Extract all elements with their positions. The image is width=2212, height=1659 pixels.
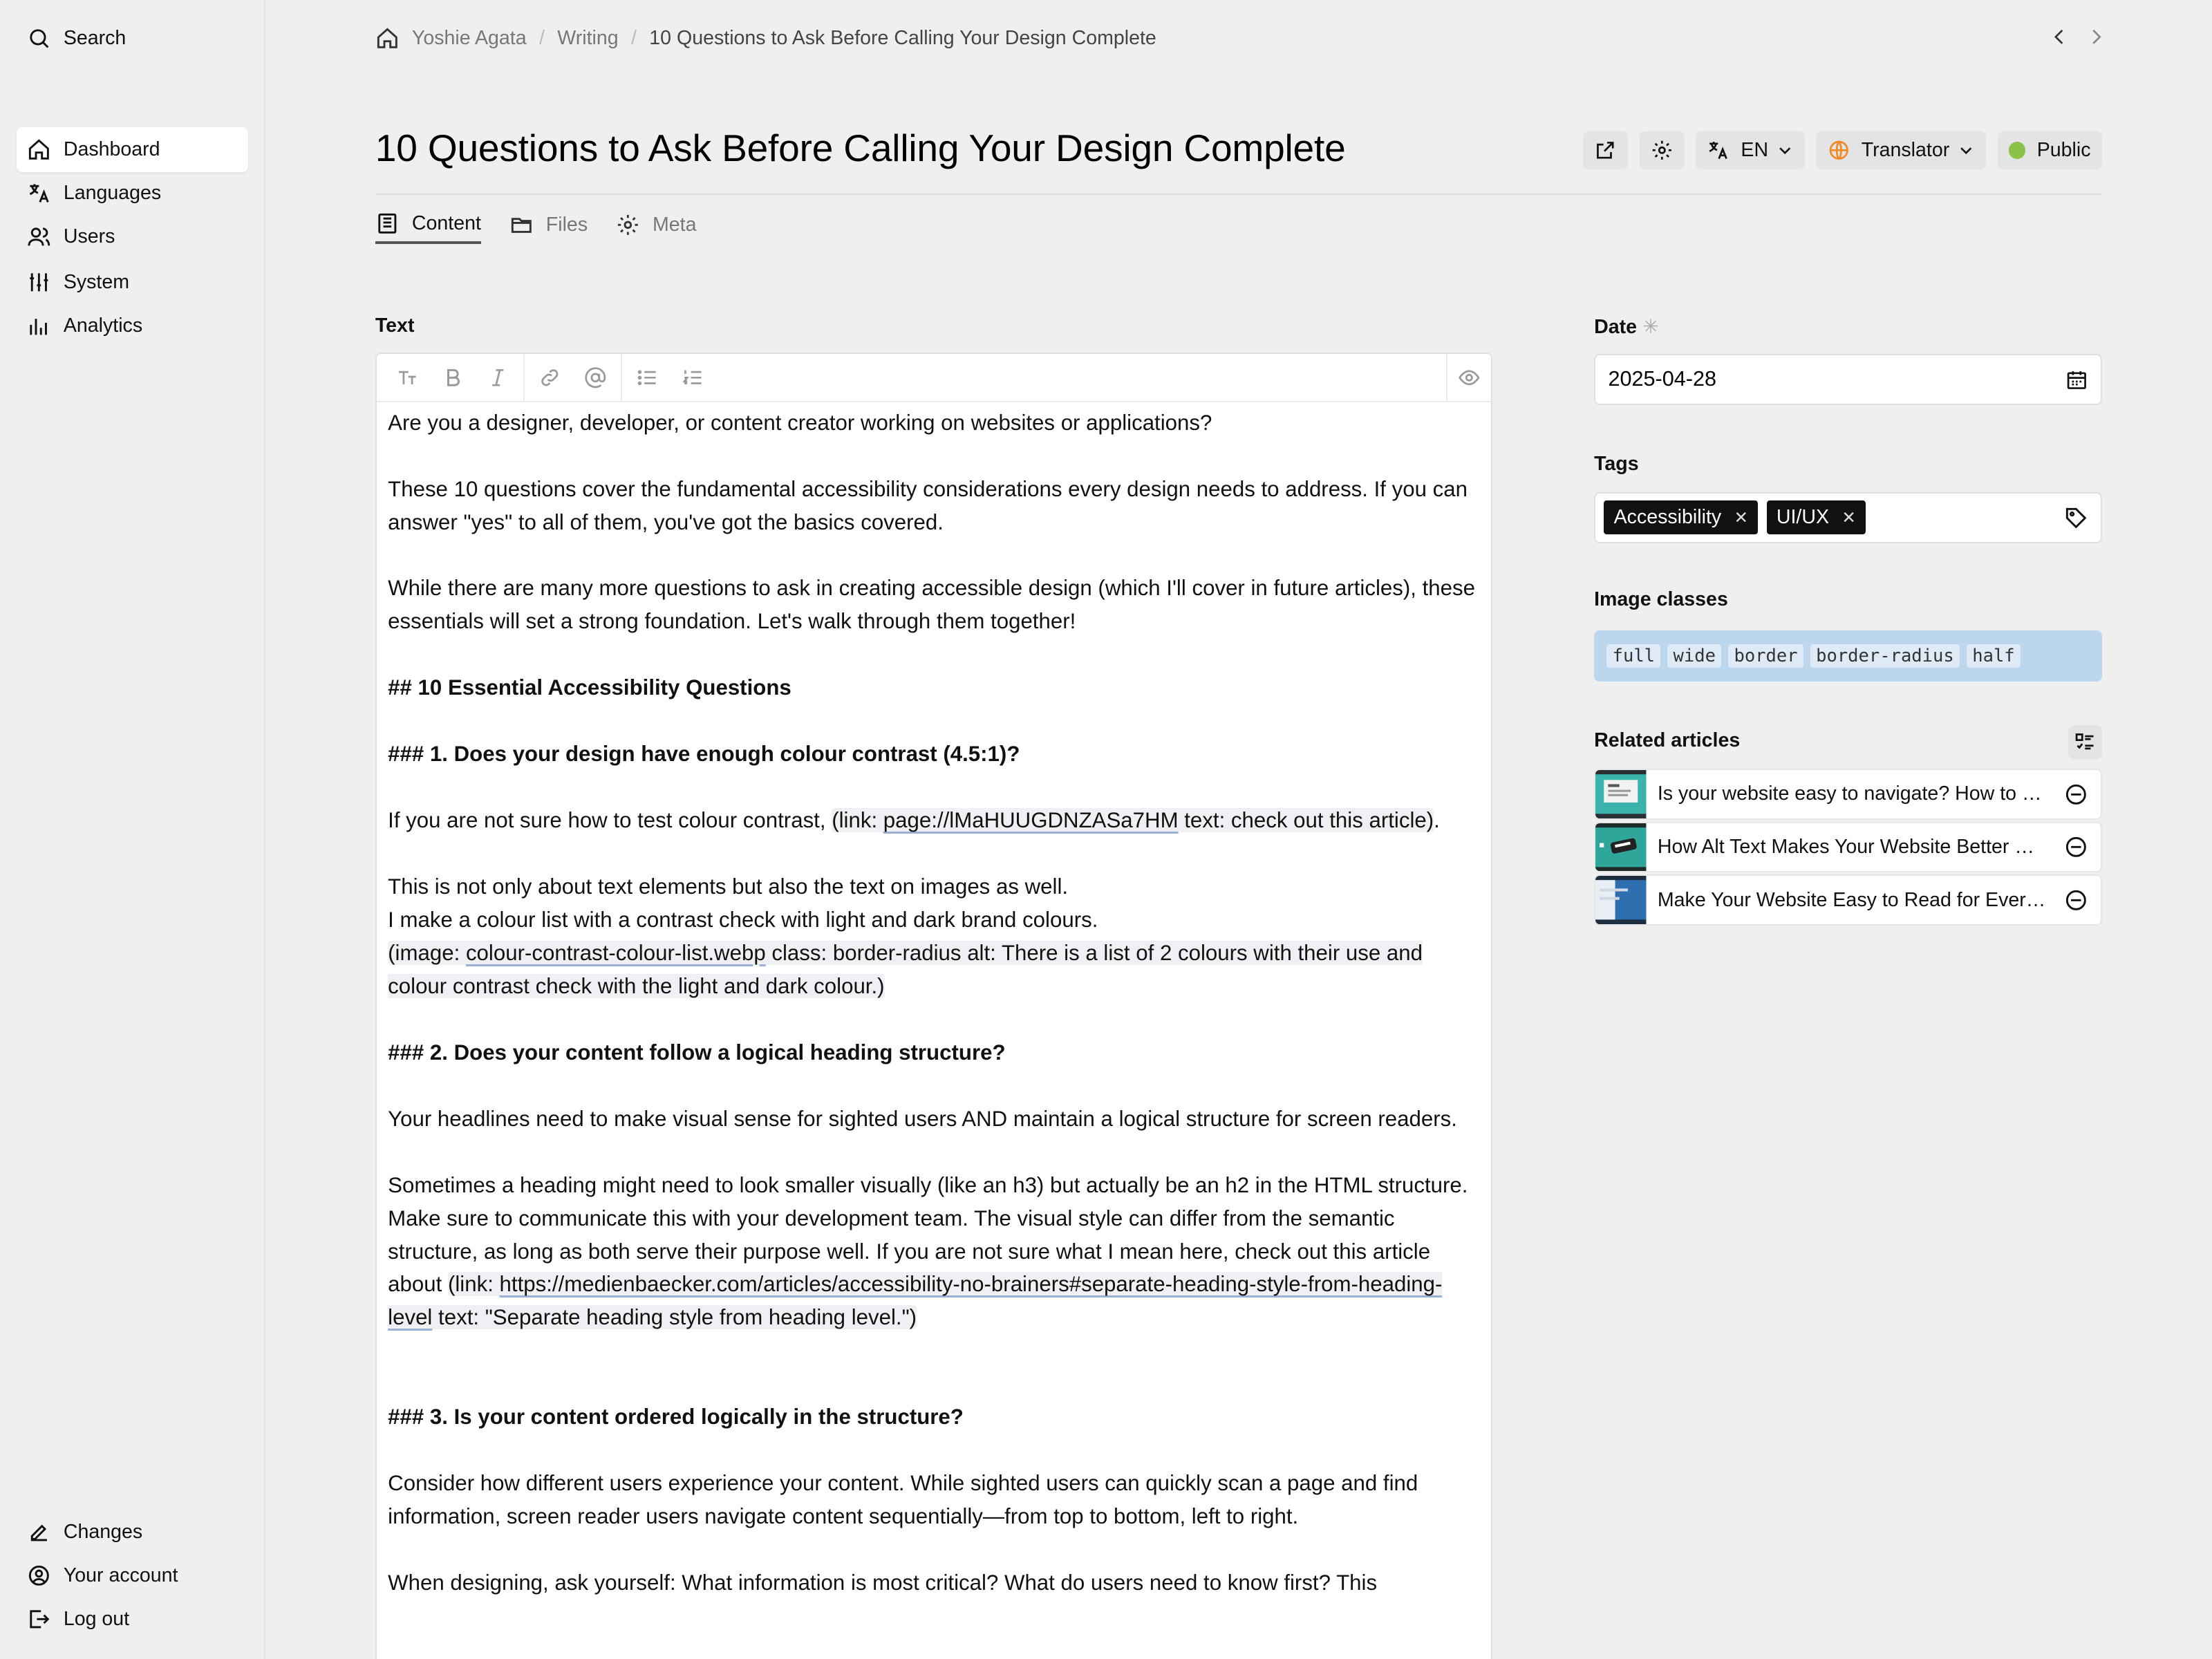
search-icon <box>27 26 51 50</box>
translator-dropdown[interactable] <box>1816 131 1986 169</box>
image-classes-info <box>1594 630 2102 681</box>
kirbytag-link[interactable] <box>388 1272 1442 1329</box>
globe-icon <box>1828 139 1850 162</box>
tag-chip[interactable] <box>1604 500 1758 534</box>
translate-icon <box>27 181 51 205</box>
tag-text: (link: <box>447 1272 500 1297</box>
date-input[interactable] <box>1594 354 2102 404</box>
toolbar-separator <box>621 353 622 401</box>
date-label-text: Date <box>1594 316 1638 339</box>
sidebar-item-logout[interactable] <box>17 1597 248 1642</box>
sidebar-item-system[interactable] <box>17 260 248 305</box>
text-line: I make a colour list with a contrast check with light and dark brand colours. <box>388 907 1098 932</box>
related-article-title: How Alt Text Makes Your Website Better … <box>1657 835 2034 858</box>
select-related-button[interactable] <box>2068 725 2102 759</box>
text-editor[interactable] <box>375 353 1492 1659</box>
sidebar-item-label: Your account <box>63 1564 178 1587</box>
chevron-left-icon[interactable] <box>2048 26 2071 48</box>
search-button[interactable] <box>17 15 248 60</box>
at-icon <box>584 366 607 389</box>
kirbytag-image[interactable] <box>388 941 1423 998</box>
paragraph: When designing, ask yourself: What information is most critical? What do users need to know first? This <box>388 1571 1378 1595</box>
document-icon <box>375 212 400 236</box>
tag-text: (image: <box>388 940 466 965</box>
tag-chip-label: UI/UX <box>1776 506 1830 529</box>
chevron-down-icon <box>1958 142 1974 158</box>
image-class-code: border <box>1728 644 1803 668</box>
status-button[interactable] <box>1998 131 2102 169</box>
sidebar-item-analytics[interactable] <box>17 303 248 348</box>
sidebar-item-changes[interactable] <box>17 1510 248 1555</box>
sidebar-item-languages[interactable] <box>17 171 248 216</box>
sidebar-item-label: Languages <box>63 182 162 205</box>
home-icon[interactable] <box>375 26 400 50</box>
breadcrumb-current[interactable]: 10 Questions to Ask Before Calling Your Design Complete <box>649 26 1156 49</box>
list-item[interactable] <box>1594 769 2102 819</box>
paragraph: While there are many more questions to ask in creating accessible design (which I'll cover in future articles), these essentials will set a strong foundation. Let's walk through them together! <box>388 576 1475 634</box>
pencil-icon <box>27 1520 51 1544</box>
chevron-down-icon <box>1777 142 1793 158</box>
related-article-title: Make Your Website Easy to Read for Ever… <box>1657 888 2046 911</box>
paragraph: Are you a designer, developer, or content creator working on websites or applications? <box>388 410 1212 435</box>
tab-bar <box>375 206 697 244</box>
logout-icon <box>27 1607 51 1631</box>
open-external-button[interactable] <box>1583 131 1628 169</box>
bullet-list-icon <box>636 366 659 389</box>
related-articles-label: Related articles <box>1594 729 1741 752</box>
text-size-icon <box>396 366 419 389</box>
translate-icon <box>1707 139 1730 162</box>
tag-link-url: page://lMaHUUGDNZASa7HM <box>883 808 1179 833</box>
kirbytag-link[interactable] <box>832 808 1434 832</box>
sidebar-item-label: Log out <box>63 1608 130 1631</box>
remove-circle-icon[interactable] <box>2064 835 2088 859</box>
tag-link-url: https://medienbaecker.com/articles/accessibility-no-brainers#separate-heading-style-from-heading-level <box>388 1272 1443 1330</box>
paragraph <box>388 870 1480 1003</box>
text-run: Sometimes a heading might need to look smaller visually (like an h3) but actually be an h2 in the HTML structure. Make sure to communicate this with your development team. The visual style can differ from the semantic structure, as long as both serve their purpose well. If you are not sure what I mean here, check out this article about <box>388 1172 1468 1297</box>
bold-icon <box>442 366 465 389</box>
tab-label: Meta <box>652 214 697 236</box>
sidebar-item-label: Changes <box>63 1520 143 1543</box>
required-icon: ✳ <box>1642 316 1660 339</box>
header-divider <box>375 194 2102 195</box>
ordered-list-button[interactable] <box>670 353 715 401</box>
tab-content[interactable] <box>375 206 481 244</box>
article-thumbnail <box>1595 822 1646 872</box>
eye-icon <box>1458 366 1481 389</box>
italic-icon <box>487 366 509 389</box>
page-pager <box>2048 26 2108 48</box>
sliders-icon <box>27 270 51 294</box>
editor-content[interactable] <box>377 402 1491 1600</box>
sidebar-item-label: Dashboard <box>63 138 160 160</box>
bold-button[interactable] <box>430 353 475 401</box>
language-label: EN <box>1741 138 1769 161</box>
heading-markdown: ### 2. Does your content follow a logical heading structure? <box>388 1040 1006 1065</box>
bullet-list-button[interactable] <box>625 353 670 401</box>
status-label: Public <box>2036 138 2091 161</box>
sidebar-item-label: Users <box>63 225 115 248</box>
tab-label: Content <box>411 212 481 234</box>
sidebar-item-dashboard[interactable] <box>17 127 248 172</box>
page-title[interactable]: 10 Questions to Ask Before Calling Your Design Complete <box>375 126 1346 169</box>
gear-icon <box>616 213 640 237</box>
status-dot-icon <box>2009 142 2025 158</box>
tag-text: text: "Separate heading style from heading level.") <box>432 1305 917 1330</box>
headings-button[interactable] <box>385 353 430 401</box>
paragraph <box>388 1169 1480 1335</box>
breadcrumb-separator: / <box>538 26 545 49</box>
toolbar-separator <box>523 353 525 401</box>
image-classes-label: Image classes <box>1594 588 1728 610</box>
remove-circle-icon[interactable] <box>2064 782 2088 807</box>
related-articles-list <box>1594 769 2102 928</box>
tag-chip-label: Accessibility <box>1613 506 1722 529</box>
paragraph: These 10 questions cover the fundamental accessibility considerations every design needs to address. If you can answer "yes" to all of them, you've got the basics covered. <box>388 476 1468 534</box>
tags-input[interactable] <box>1594 492 2102 543</box>
preview-button[interactable] <box>1446 353 1491 401</box>
tab-files[interactable] <box>509 206 588 244</box>
image-class-code: half <box>1967 644 2021 668</box>
account-icon <box>27 1564 51 1588</box>
home-icon <box>27 138 51 162</box>
search-label: Search <box>63 26 126 49</box>
sidebar-item-users[interactable] <box>17 214 248 259</box>
sidebar-item-label: System <box>63 270 130 293</box>
list-item[interactable] <box>1594 822 2102 872</box>
language-dropdown[interactable] <box>1696 131 1805 169</box>
tag-text: text: check out this article) <box>1178 808 1434 833</box>
image-class-code: border-radius <box>1810 644 1960 668</box>
link-button[interactable] <box>527 353 572 401</box>
article-thumbnail <box>1595 874 1646 925</box>
close-icon[interactable]: ✕ <box>1841 508 1856 527</box>
breadcrumb-link-writing[interactable]: Writing <box>557 26 619 49</box>
date-field-label <box>1594 315 1659 339</box>
tab-meta[interactable] <box>616 206 697 244</box>
gear-icon <box>1651 139 1674 162</box>
heading-markdown: ### 1. Does your design have enough colour contrast (4.5:1)? <box>388 742 1020 767</box>
text-field-label: Text <box>375 315 415 337</box>
header-buttons <box>1583 131 2102 169</box>
sidebar <box>0 0 265 1659</box>
tags-field-label: Tags <box>1594 453 1639 476</box>
heading-markdown: ## 10 Essential Accessibility Questions <box>388 675 791 700</box>
article-thumbnail <box>1595 769 1646 819</box>
related-article-title: Is your website easy to navigate? How to … <box>1657 782 2042 805</box>
tag-image-file: colour-contrast-colour-list.webp <box>465 940 766 965</box>
email-button[interactable] <box>572 353 617 401</box>
paragraph: Consider how different users experience your content. While sighted users can quickly scan a page and find information, screen reader users navigate content sequentially—from top to bottom, left to right. <box>388 1471 1418 1529</box>
text-run: If you are not sure how to test colour contrast, <box>388 808 832 833</box>
tag-icon[interactable] <box>2064 506 2088 530</box>
breadcrumb <box>375 24 1156 53</box>
close-icon[interactable]: ✕ <box>1734 508 1749 527</box>
editor-toolbar <box>377 354 1491 402</box>
sidebar-item-label: Analytics <box>63 314 143 337</box>
ordered-list-icon <box>682 366 704 389</box>
tag-text: (link: <box>832 808 883 833</box>
settings-button[interactable] <box>1640 131 1685 169</box>
remove-circle-icon[interactable] <box>2064 888 2088 912</box>
text-run: . <box>1434 808 1440 833</box>
list-item[interactable] <box>1594 874 2102 925</box>
folder-icon <box>509 213 534 237</box>
checklist-icon <box>2074 731 2097 753</box>
link-icon <box>538 366 561 389</box>
image-class-code: wide <box>1667 644 1721 668</box>
breadcrumb-link-author[interactable]: Yoshie Agata <box>411 26 527 49</box>
tag-chip[interactable] <box>1767 500 1866 534</box>
external-link-icon <box>1594 139 1617 162</box>
italic-button[interactable] <box>476 353 521 401</box>
text-line: This is not only about text elements but also the text on images as well. <box>388 874 1069 899</box>
tab-label: Files <box>545 214 588 236</box>
date-value: 2025-04-28 <box>1608 367 1717 391</box>
translator-label: Translator <box>1861 138 1950 161</box>
paragraph <box>388 804 1480 837</box>
tag-text: class: border-radius alt: There is a list of 2 colours with their use and colour contrast check with the light and dark colour.) <box>388 940 1423 998</box>
image-class-code: full <box>1606 644 1660 668</box>
paragraph: Your headlines need to make visual sense for sighted users AND maintain a logical structure for screen readers. <box>388 1106 1457 1131</box>
users-icon <box>27 225 51 249</box>
chevron-right-icon[interactable] <box>2085 26 2108 48</box>
breadcrumb-separator: / <box>630 26 637 49</box>
sidebar-item-account[interactable] <box>17 1553 248 1598</box>
bar-chart-icon <box>27 314 51 338</box>
calendar-icon[interactable] <box>2065 368 2088 391</box>
heading-markdown: ### 3. Is your content ordered logically in the structure? <box>388 1405 964 1430</box>
